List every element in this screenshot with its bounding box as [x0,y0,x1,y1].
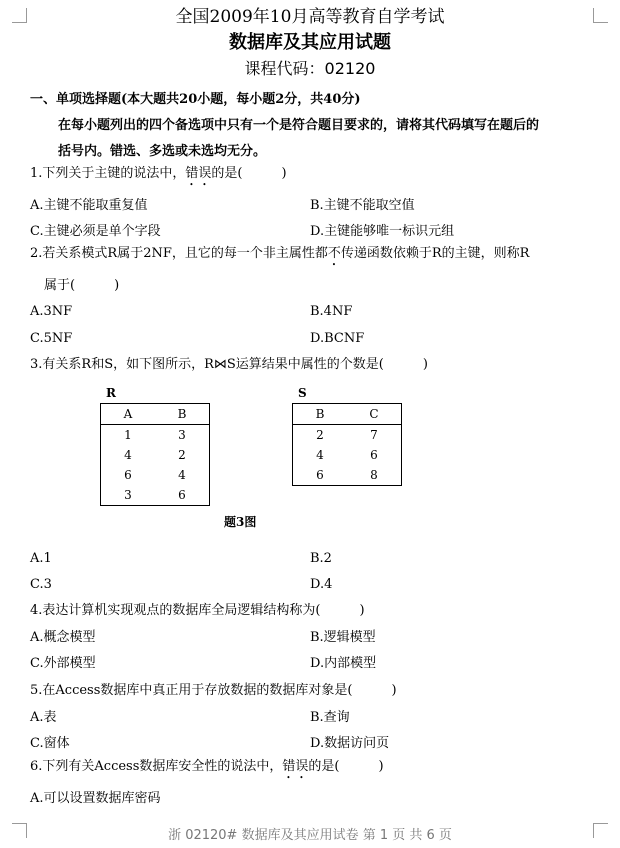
table-cell: 4 [178,468,186,482]
table-cell: 2 [178,448,186,462]
question-4: 4.表达计算机实现观点的数据库全局逻辑结构称为( ) [30,603,365,618]
table-cell: 6 [178,488,186,502]
instruction-line-1: 在每小题列出的四个备选项中只有一个是符合题目要求的，请将其代码填写在题后的 [58,118,540,133]
option-d: D.数据访问页 [310,736,390,751]
table-row [101,485,210,506]
question-1 [30,166,287,189]
question-2-cont: 属于( ) [44,278,120,293]
table-row [101,445,210,465]
option-d: D.主键能够唯一标识元组 [310,224,455,239]
table-cell: 7 [370,428,378,442]
table-row [293,465,402,486]
table-cell: 4 [316,448,324,462]
figure-caption: 题3图 [224,515,257,529]
option-a: A.主键不能取重复值 [30,198,148,213]
emphasis: 错误 [185,166,212,181]
question-5: 5.在Access数据库中真正用于存放数据的数据库对象是( ) [30,683,397,698]
question-text: 6.下列有关Access数据库安全性的说法中， [30,759,283,774]
option-b: B.2 [310,551,332,566]
question-text: 传递函数依赖于R的主键，则称R [340,246,530,261]
table-cell: 6 [124,468,132,482]
course-code: 课程代码：02120 [244,59,376,78]
exam-title: 全国2009年10月高等教育自学考试 [175,7,445,27]
table-cell: 3 [124,488,132,502]
option-a: A.可以设置数据库密码 [30,791,161,806]
page-footer: 浙 02120# 数据库及其应用试卷 第 1 页 共 6 页 [168,828,452,843]
option-a: A.3NF [30,304,73,319]
column-header: B [155,404,210,425]
question-3: 3.有关系R和S，如下图所示，R⋈S运算结果中属性的个数是( ) [30,357,428,372]
question-text: 1.下列关于主键的说法中， [30,166,186,181]
section-title: 一、单项选择题(本大题共20小题，每小题2分，共40分) [30,92,361,107]
option-a: A.1 [30,551,52,566]
question-text: 的是( ) [211,166,287,181]
table-row [293,445,402,465]
question-6 [30,759,384,782]
option-b: B.查询 [310,710,350,725]
emphasis: 错误 [282,759,309,774]
table-cell: 3 [178,428,186,442]
question-text: 2.若关系模式R属于2NF，且它的每一个非主属性都 [30,246,328,261]
relation-s-name: S [298,386,307,400]
subject-title: 数据库及其应用试题 [229,32,391,53]
emphasis: 不 [327,246,341,261]
column-header: B [293,404,348,425]
table-cell: 6 [370,448,378,462]
instruction-line-2: 括号内。错选、多选或未选均无分。 [58,144,267,159]
relation-s-table [292,403,402,486]
option-d: D.BCNF [310,331,365,346]
option-a: A.概念模型 [30,630,96,645]
question-2 [30,246,529,269]
table-row [101,465,210,485]
option-c: C.主键必须是单个字段 [30,224,161,239]
option-d: D.内部模型 [310,656,377,671]
table-cell: 1 [124,428,132,442]
table-cell: 2 [316,428,324,442]
option-d: D.4 [310,577,333,592]
relation-r-table [100,403,210,506]
table-cell: 4 [124,448,132,462]
table-header-row [101,404,210,425]
table-cell: 8 [370,468,378,482]
column-header: C [347,404,402,425]
option-b: B.4NF [310,304,353,319]
question-text: 的是( ) [308,759,384,774]
option-b: B.逻辑模型 [310,630,376,645]
option-b: B.主键不能取空值 [310,198,415,213]
relation-r-name: R [106,386,116,400]
table-header-row [293,404,402,425]
option-c: C.窗体 [30,736,70,751]
column-header: A [101,404,156,425]
table-row [293,425,402,446]
option-c: C.外部模型 [30,656,96,671]
table-row [101,425,210,446]
option-c: C.3 [30,577,52,592]
table-cell: 6 [316,468,324,482]
option-a: A.表 [30,710,57,725]
option-c: C.5NF [30,331,73,346]
